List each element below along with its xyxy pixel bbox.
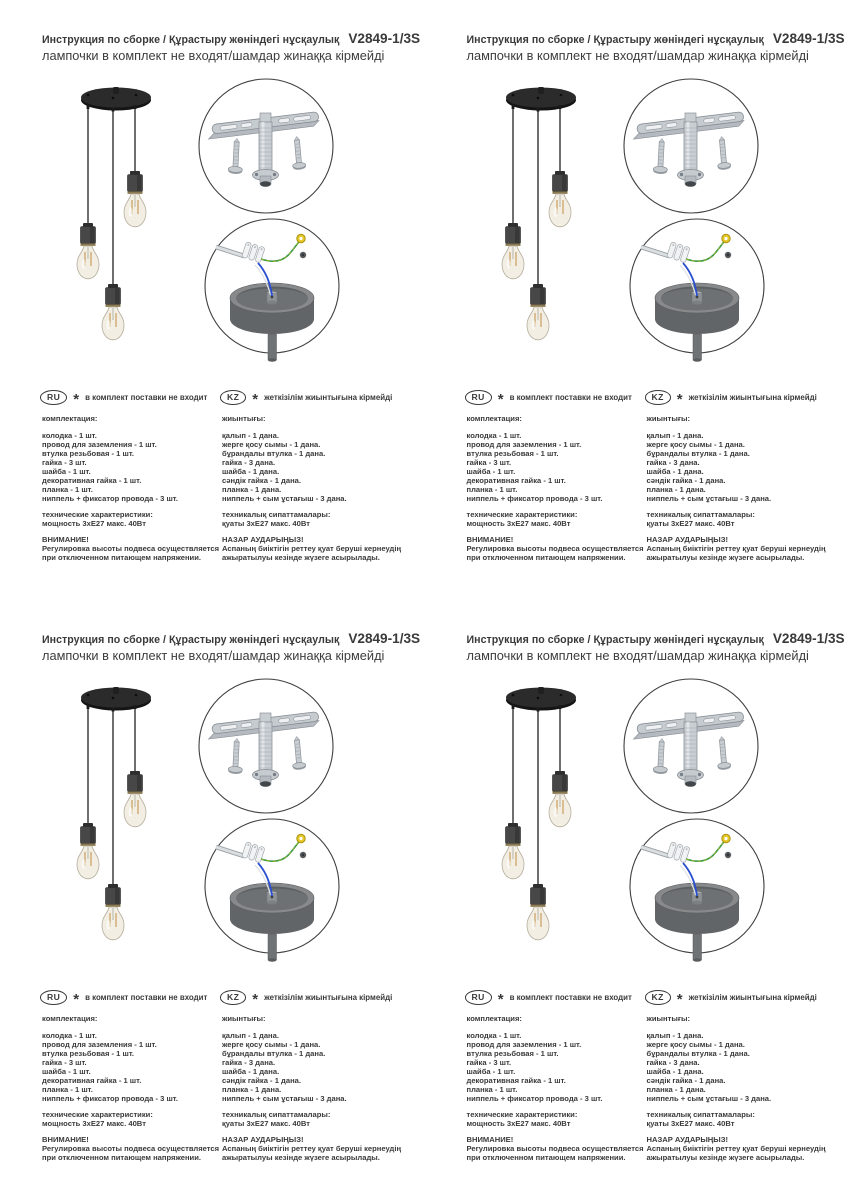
list-item: жерге қосу сымы - 1 дана.: [646, 440, 745, 449]
light-bulb: [77, 246, 99, 279]
page-title: Инструкция по сборке / Құрастыру жөніндегі нұсқаулық: [466, 634, 764, 646]
ru-tech-value: мощность 3хЕ27 макс. 40Вт: [42, 519, 146, 528]
kz-note-text: жеткізілім жиынтығына кірмейді: [688, 992, 817, 1002]
list-item: гайка - 3 шт.: [466, 1058, 512, 1067]
ru-badge: RU: [465, 390, 492, 405]
list-item: сәндік гайка - 1 дана.: [646, 1076, 726, 1085]
ru-warning-text: Регулировка высоты подвеса осуществляется при отключенном питающем напряжении.: [466, 1144, 644, 1162]
list-item: қалып - 1 дана.: [222, 431, 279, 440]
lamp-socket: [106, 284, 121, 307]
list-item: декоративная гайка - 1 шт.: [42, 1076, 142, 1085]
wiring-detail-circle: [630, 819, 764, 962]
list-item: декоративная гайка - 1 шт.: [42, 476, 142, 485]
kz-warning-text: Аспаның биіктігін реттеу қуат беруші кернеудің ажыратылуы кезінде жүзеге асырылады.: [646, 544, 826, 562]
list-item: гайка - 3 шт.: [42, 1058, 87, 1067]
lamp-socket: [505, 823, 520, 846]
hanging-loop: [538, 687, 544, 694]
lamp-socket: [106, 884, 121, 907]
list-item: сәндік гайка - 1 дана.: [222, 1076, 301, 1085]
list-item: втулка резьбовая - 1 шт.: [42, 1049, 134, 1058]
list-item: ниппель + фиксатор провода - 3 шт.: [42, 1094, 178, 1103]
list-item: ниппель + сым ұстағыш - 3 дана.: [222, 1094, 347, 1103]
list-item: провод для заземления - 1 шт.: [466, 1040, 582, 1049]
ru-warning-title: ВНИМАНИЕ!: [42, 1135, 89, 1144]
ru-note-row: RU * в комплект поставки не входит: [465, 990, 632, 1005]
lamp-socket: [81, 223, 96, 246]
list-item: колодка - 1 шт.: [42, 431, 97, 440]
list-item: планка - 1 шт.: [42, 485, 93, 494]
canopy-rod: [693, 334, 702, 360]
kz-warning-text: Аспаның биіктігін реттеу қуат беруші кернеудің ажыратылуы кезінде жүзеге асырылады.: [222, 544, 402, 562]
list-item: планка - 1 шт.: [466, 1085, 518, 1094]
mounting-bracket-detail-circle: [199, 79, 333, 213]
wiring-detail-circle: [630, 219, 764, 362]
ru-list-title: комплектация:: [42, 414, 98, 423]
ru-badge: RU: [40, 390, 67, 405]
light-bulb: [502, 846, 524, 879]
lamp-socket: [552, 771, 567, 794]
page-title: Инструкция по сборке / Құрастыру жөніндегі нұсқаулық: [466, 34, 764, 46]
page-title: Инструкция по сборке / Құрастыру жөніндегі нұсқаулық: [42, 34, 340, 46]
kz-tech-title: техникалық сипаттамалары:: [646, 510, 755, 519]
kz-tech-title: техникалық сипаттамалары:: [222, 510, 331, 519]
kz-tech-block: [647, 1110, 849, 1128]
ceiling-plate: [81, 87, 151, 112]
list-item: ниппель + сым ұстағыш - 3 дана.: [646, 1094, 772, 1103]
list-item: қалып - 1 дана.: [222, 1031, 279, 1040]
ru-tech-value: мощность 3хЕ27 макс. 40Вт: [466, 519, 571, 528]
ru-tech-block: [42, 1110, 234, 1128]
list-item: ниппель + сым ұстағыш - 3 дана.: [222, 494, 347, 503]
kz-note-row: KZ * жеткізілім жиынтығына кірмейді: [220, 390, 392, 405]
light-bulb: [527, 907, 549, 940]
list-item: гайка - 3 дана.: [222, 1058, 276, 1067]
ru-tech-value: мощность 3хЕ27 макс. 40Вт: [42, 1119, 146, 1128]
page-title: Инструкция по сборке / Құрастыру жөніндегі нұсқаулық: [42, 634, 340, 646]
list-item: жерге қосу сымы - 1 дана.: [222, 1040, 321, 1049]
kz-tech-value: қуаты 3хЕ27 макс. 40Вт: [222, 519, 310, 528]
kz-column: [647, 414, 849, 562]
instruction-sheet: [425, 0, 849, 600]
pendant-lamp-drawing: [77, 687, 151, 940]
ru-list-title: комплектация:: [466, 414, 522, 423]
list-item: сәндік гайка - 1 дана.: [646, 476, 726, 485]
subtitle-note: лампочки в комплект не входят/шамдар жинаққа кірмейді: [466, 648, 809, 663]
list-item: бұрандалы втулка - 1 дана.: [222, 1049, 326, 1058]
lamp-socket: [505, 223, 520, 246]
model-code: V2849-1/3S: [348, 31, 421, 46]
ru-warning-title: ВНИМАНИЕ!: [42, 535, 89, 544]
list-item: планка - 1 шт.: [466, 485, 518, 494]
ru-tech-block: [42, 510, 234, 528]
kz-note-row: KZ * жеткізілім жиынтығына кірмейді: [645, 390, 817, 405]
subtitle-note: лампочки в комплект не входят/шамдар жинаққа кірмейді: [42, 48, 385, 63]
kz-note-row: KZ * жеткізілім жиынтығына кірмейді: [645, 990, 817, 1005]
light-bulb: [77, 846, 99, 879]
ru-tech-title: технические характеристики:: [466, 1110, 578, 1119]
light-bulb: [124, 794, 146, 827]
list-item: шайба - 1 дана.: [646, 1067, 704, 1076]
kz-tech-value: қуаты 3хЕ27 макс. 40Вт: [646, 1119, 735, 1128]
ru-note-text: в комплект поставки не входит: [509, 392, 632, 402]
ru-tech-block: [467, 1110, 659, 1128]
ru-warning-block: [42, 535, 234, 562]
kz-note-text: жеткізілім жиынтығына кірмейді: [264, 992, 393, 1002]
list-item: втулка резьбовая - 1 шт.: [466, 1049, 559, 1058]
subtitle-note: лампочки в комплект не входят/шамдар жинаққа кірмейді: [42, 648, 385, 663]
ru-note-text: в комплект поставки не входит: [85, 392, 208, 402]
ru-column: [467, 414, 659, 562]
list-item: провод для заземления - 1 шт.: [466, 440, 582, 449]
kz-column: [647, 1014, 849, 1162]
list-item: шайба - 1 шт.: [42, 1067, 91, 1076]
wiring-detail-circle: [205, 219, 339, 362]
kz-column: [222, 414, 425, 562]
sheet-header: [467, 31, 845, 46]
ceiling-plate: [506, 87, 576, 112]
list-item: қалып - 1 дана.: [646, 1031, 704, 1040]
lamp-socket: [552, 171, 567, 194]
kz-tech-title: техникалық сипаттамалары:: [646, 1110, 755, 1119]
list-item: втулка резьбовая - 1 шт.: [42, 449, 134, 458]
sheet-header: [42, 31, 420, 46]
lamp-socket: [530, 884, 545, 907]
ru-column: [42, 1014, 234, 1162]
instruction-sheet: [0, 600, 425, 1200]
canopy-rod: [268, 334, 277, 360]
list-item: провод для заземления - 1 шт.: [42, 1040, 157, 1049]
light-bulb: [549, 194, 571, 227]
instruction-sheet: [0, 0, 425, 600]
list-item: ниппель + сым ұстағыш - 3 дана.: [646, 494, 772, 503]
list-item: гайка - 3 шт.: [42, 458, 87, 467]
list-item: колодка - 1 шт.: [466, 431, 522, 440]
ru-tech-title: технические характеристики:: [42, 1110, 153, 1119]
kz-warning-block: [647, 1135, 849, 1162]
sheet-header: [42, 631, 420, 646]
ru-note-row: RU * в комплект поставки не входит: [465, 390, 632, 405]
kz-badge: KZ: [220, 390, 246, 405]
kz-warning-text: Аспаның биіктігін реттеу қуат беруші кернеудің ажыратылуы кезінде жүзеге асырылады.: [222, 1144, 402, 1162]
light-bulb: [102, 907, 124, 940]
kz-list-title: жиынтығы:: [646, 414, 691, 423]
list-item: жерге қосу сымы - 1 дана.: [646, 1040, 745, 1049]
kz-tech-value: қуаты 3хЕ27 макс. 40Вт: [222, 1119, 310, 1128]
ru-warning-block: [467, 535, 659, 562]
kz-warning-title: НАЗАР АУДАРЫҢЫЗ!: [222, 535, 304, 544]
kz-tech-value: қуаты 3хЕ27 макс. 40Вт: [646, 519, 735, 528]
list-item: сәндік гайка - 1 дана.: [222, 476, 301, 485]
ru-note-row: RU * в комплект поставки не входит: [40, 390, 207, 405]
ru-column: [42, 414, 234, 562]
wiring-detail-circle: [205, 819, 339, 962]
kz-warning-title: НАЗАР АУДАРЫҢЫЗ!: [646, 1135, 729, 1144]
light-bulb: [527, 307, 549, 340]
list-item: ниппель + фиксатор провода - 3 шт.: [466, 1094, 603, 1103]
ceiling-plate: [81, 687, 151, 712]
canopy-rod: [268, 934, 277, 960]
kz-warning-text: Аспаның биіктігін реттеу қуат беруші кернеудің ажыратылуы кезінде жүзеге асырылады.: [646, 1144, 826, 1162]
ru-list-title: комплектация:: [42, 1014, 98, 1023]
subtitle-note: лампочки в комплект не входят/шамдар жинаққа кірмейді: [466, 48, 809, 63]
ru-column: [467, 1014, 659, 1162]
list-item: планка - 1 шт.: [42, 1085, 93, 1094]
list-item: гайка - 3 дана.: [646, 458, 700, 467]
list-item: бұрандалы втулка - 1 дана.: [646, 449, 750, 458]
kz-list-title: жиынтығы:: [646, 1014, 691, 1023]
kz-warning-title: НАЗАР АУДАРЫҢЫЗ!: [222, 1135, 304, 1144]
kz-list-title: жиынтығы:: [222, 414, 266, 423]
list-item: декоративная гайка - 1 шт.: [466, 476, 566, 485]
ru-warning-text: Регулировка высоты подвеса осуществляется при отключенном питающем напряжении.: [42, 1144, 220, 1162]
list-item: гайка - 3 дана.: [222, 458, 276, 467]
list-item: гайка - 3 дана.: [646, 1058, 700, 1067]
list-item: шайба - 1 дана.: [222, 1067, 280, 1076]
kz-list-title: жиынтығы:: [222, 1014, 266, 1023]
model-code: V2849-1/3S: [772, 631, 845, 646]
kz-badge: KZ: [645, 390, 671, 405]
list-item: декоративная гайка - 1 шт.: [466, 1076, 566, 1085]
lamp-socket: [81, 823, 96, 846]
list-item: шайба - 1 шт.: [466, 467, 516, 476]
lamp-socket: [530, 284, 545, 307]
kz-warning-block: [222, 1135, 425, 1162]
list-item: гайка - 3 шт.: [466, 458, 512, 467]
list-item: шайба - 1 дана.: [222, 467, 280, 476]
model-code: V2849-1/3S: [772, 31, 845, 46]
list-item: планка - 1 дана.: [646, 1085, 706, 1094]
sheet-header: [467, 631, 845, 646]
kz-badge: KZ: [220, 990, 246, 1005]
kz-tech-block: [222, 510, 425, 528]
kz-warning-title: НАЗАР АУДАРЫҢЫЗ!: [646, 535, 729, 544]
ru-badge: RU: [465, 990, 492, 1005]
canopy-rod: [693, 934, 702, 960]
list-item: қалып - 1 дана.: [646, 431, 704, 440]
list-item: провод для заземления - 1 шт.: [42, 440, 157, 449]
list-item: шайба - 1 дана.: [646, 467, 704, 476]
instruction-sheet: [425, 600, 849, 1200]
ru-note-text: в комплект поставки не входит: [85, 992, 208, 1002]
list-item: бұрандалы втулка - 1 дана.: [646, 1049, 750, 1058]
pendant-lamp-drawing: [77, 87, 151, 340]
light-bulb: [124, 194, 146, 227]
ru-tech-value: мощность 3хЕ27 макс. 40Вт: [466, 1119, 571, 1128]
pendant-lamp-drawing: [502, 687, 576, 940]
list-item: планка - 1 дана.: [222, 485, 282, 494]
list-item: жерге қосу сымы - 1 дана.: [222, 440, 321, 449]
list-item: планка - 1 дана.: [646, 485, 706, 494]
ru-warning-block: [42, 1135, 234, 1162]
light-bulb: [502, 246, 524, 279]
ceiling-plate: [506, 687, 576, 712]
kz-note-text: жеткізілім жиынтығына кірмейді: [688, 392, 817, 402]
kz-warning-block: [647, 535, 849, 562]
list-item: шайба - 1 шт.: [42, 467, 91, 476]
ru-warning-text: Регулировка высоты подвеса осуществляется при отключенном питающем напряжении.: [42, 544, 220, 562]
kz-tech-block: [647, 510, 849, 528]
hanging-loop: [113, 87, 119, 94]
ru-tech-title: технические характеристики:: [466, 510, 578, 519]
lamp-socket: [128, 171, 143, 194]
kz-badge: KZ: [645, 990, 671, 1005]
kz-warning-block: [222, 535, 425, 562]
ru-badge: RU: [40, 990, 67, 1005]
list-item: колодка - 1 шт.: [42, 1031, 97, 1040]
model-code: V2849-1/3S: [348, 631, 421, 646]
kz-tech-block: [222, 1110, 425, 1128]
list-item: втулка резьбовая - 1 шт.: [466, 449, 559, 458]
assembly-illustration: [465, 76, 785, 368]
pendant-lamp-drawing: [502, 87, 576, 340]
light-bulb: [549, 794, 571, 827]
kz-note-row: KZ * жеткізілім жиынтығына кірмейді: [220, 990, 392, 1005]
kz-column: [222, 1014, 425, 1162]
list-item: ниппель + фиксатор провода - 3 шт.: [466, 494, 603, 503]
ru-tech-block: [467, 510, 659, 528]
list-item: шайба - 1 шт.: [466, 1067, 516, 1076]
mounting-bracket-detail-circle: [624, 79, 758, 213]
ru-warning-title: ВНИМАНИЕ!: [466, 535, 514, 544]
ru-tech-title: технические характеристики:: [42, 510, 153, 519]
ru-note-text: в комплект поставки не входит: [509, 992, 632, 1002]
list-item: бұрандалы втулка - 1 дана.: [222, 449, 326, 458]
ru-list-title: комплектация:: [466, 1014, 522, 1023]
ru-warning-block: [467, 1135, 659, 1162]
ru-warning-text: Регулировка высоты подвеса осуществляется при отключенном питающем напряжении.: [466, 544, 644, 562]
mounting-bracket-detail-circle: [199, 679, 333, 813]
mounting-bracket-detail-circle: [624, 679, 758, 813]
ru-note-row: RU * в комплект поставки не входит: [40, 990, 207, 1005]
hanging-loop: [538, 87, 544, 94]
light-bulb: [102, 307, 124, 340]
assembly-illustration: [40, 76, 360, 368]
list-item: ниппель + фиксатор провода - 3 шт.: [42, 494, 178, 503]
kz-note-text: жеткізілім жиынтығына кірмейді: [264, 392, 393, 402]
assembly-illustration: [40, 676, 360, 968]
list-item: планка - 1 дана.: [222, 1085, 282, 1094]
lamp-socket: [128, 771, 143, 794]
hanging-loop: [113, 687, 119, 694]
list-item: колодка - 1 шт.: [466, 1031, 522, 1040]
assembly-illustration: [465, 676, 785, 968]
ru-warning-title: ВНИМАНИЕ!: [466, 1135, 514, 1144]
kz-tech-title: техникалық сипаттамалары:: [222, 1110, 331, 1119]
